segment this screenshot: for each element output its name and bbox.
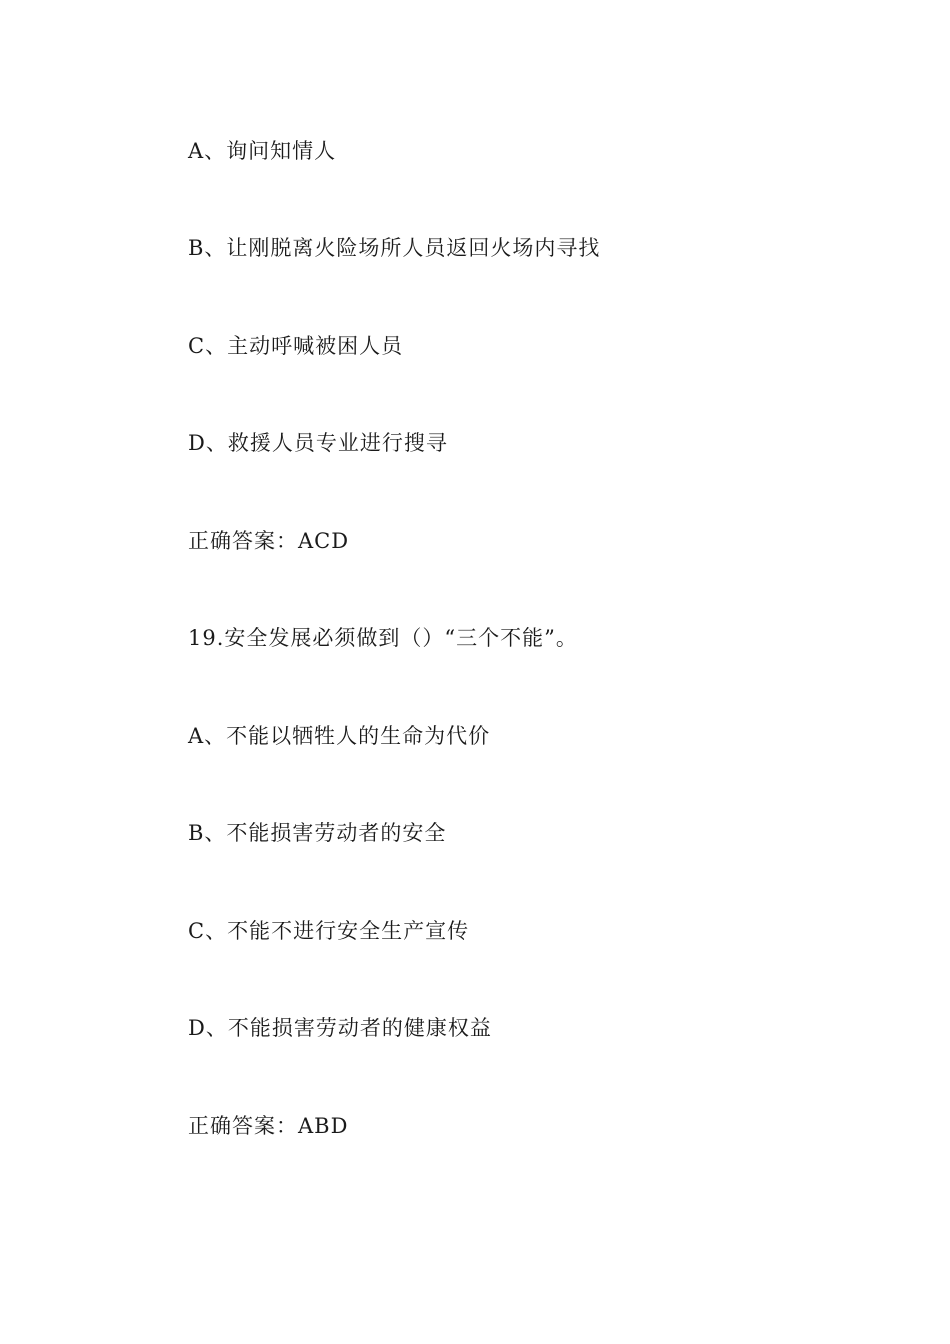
q19-option-d: D、不能损害劳动者的健康权益: [188, 1016, 492, 1040]
q19-question: 19.安全发展必须做到（）“三个不能”。: [188, 626, 578, 650]
q19-option-c: C、不能不进行安全生产宣传: [188, 919, 470, 943]
q19-answer: 正确答案：ABD: [188, 1114, 349, 1138]
q18-option-d: D、救援人员专业进行搜寻: [188, 431, 448, 455]
q18-option-c: C、主动呼喊被困人员: [188, 334, 404, 358]
q18-answer: 正确答案：ACD: [188, 529, 350, 553]
q19-option-b: B、不能损害劳动者的安全: [188, 821, 447, 845]
q18-option-a: A、询问知情人: [188, 139, 337, 163]
q19-option-a: A、不能以牺牲人的生命为代价: [188, 724, 491, 748]
q18-option-b: B、让刚脱离火险场所人员返回火场内寻找: [188, 236, 601, 260]
